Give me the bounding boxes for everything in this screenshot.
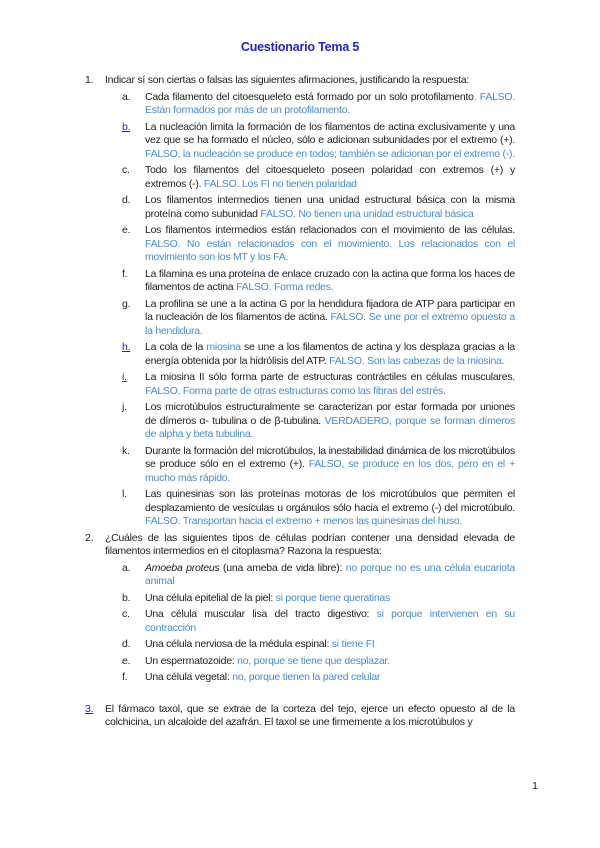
answer-text: si porque intervienen en su contracción: [145, 608, 515, 634]
list-marker: f.: [122, 267, 128, 280]
question-text: La filamina es una proteína de enlace cruzado con la actina que forma los haces de filamentos de actina: [145, 267, 515, 293]
sub-item: [85, 608, 515, 635]
question-item: [85, 74, 515, 88]
question-item: [85, 703, 515, 730]
item-text: [145, 488, 515, 529]
question-text: se une a los filamentos de actina y los desplaza gracias a la energía obtenida por la hidrólisis del ATP.: [145, 341, 515, 367]
answer-text: FALSO. Forma parte de otras estructuras como las fibras del estrés.: [145, 384, 446, 397]
list-marker: 1.: [85, 74, 94, 86]
item-text: [145, 341, 515, 368]
answer-text: FALSO, la nucleación se produce en todos; también se adicionan por el extremo (-).: [145, 147, 515, 160]
answer-text: FALSO, se produce en los dos, pero en el + mucho más rápido.: [145, 458, 515, 484]
answer-text: no porque no es una célula eucariota animal: [145, 561, 515, 587]
question-text: Una célula nerviosa de la médula espinal:: [145, 638, 332, 650]
question-text: La nucleación limita la formación de los filamentos de actina exclusivamente y una vez que se ha formado el núcleo, sólo e adicionan subunidades por el extremo (+).: [145, 120, 515, 146]
question-text: Durante la formación del microtúbulos, la inestabilidad dinámica de los microtúbulos se produce sólo en el extremo (+).: [145, 444, 515, 470]
item-text: [145, 608, 515, 635]
list-marker: g.: [122, 297, 131, 310]
answer-text: FALSO. Son las cabezas de la miosina.: [329, 354, 505, 367]
item-text: [145, 121, 515, 162]
question-text: Un espermatozoide:: [145, 654, 238, 667]
list-marker: 3.: [85, 702, 94, 715]
sub-item: [85, 488, 515, 529]
list-marker: l.: [122, 488, 127, 500]
answer-text: . FALSO. Están formados por más de un protofilamento.: [145, 90, 516, 116]
item-text: [145, 562, 515, 589]
item-text: [145, 298, 515, 339]
answer-text: FALSO. No tienen una unidad estructural básica: [260, 207, 474, 220]
question-text: Las quinesinas son las proteínas motoras de los microtúbulos que permiten el desplazamiento de vesículas u orgánulos sólo hacia el extremo (-) del microtúbulo.: [145, 488, 515, 514]
list-marker: i.: [122, 371, 127, 383]
item-text: [145, 445, 515, 486]
question-text: La miosina II sólo forma parte de estructuras contráctiles en células musculares.: [145, 371, 515, 383]
list-marker: e.: [122, 224, 131, 236]
item-text: [105, 74, 515, 88]
item-text: [105, 703, 515, 730]
list-marker: d.: [122, 194, 131, 206]
item-text: [145, 655, 515, 669]
list-marker: f.: [122, 671, 128, 683]
item-text: [145, 91, 515, 118]
item-text: [145, 671, 515, 685]
question-list: [85, 74, 515, 733]
sub-item: [85, 224, 515, 265]
answer-text: no, porque se tiene que desplazar.: [237, 654, 390, 667]
answer-text: VERDADERO, porque se forman dímeros de alpha y beta tubulina.: [145, 414, 515, 440]
item-text: [145, 401, 515, 442]
highlight-word: miosina: [206, 341, 241, 353]
answer-text: FALSO. Transportan hacia el extremo + menos las quinesinas del huso.: [145, 515, 463, 527]
italic-species-name: Amoeba proteus: [145, 561, 220, 574]
answer-text: FALSO. Los FI no tienen polaridad: [203, 177, 357, 190]
list-marker: h.: [122, 341, 131, 353]
item-text: [145, 194, 515, 221]
list-marker: b.: [122, 120, 131, 133]
question-text: Una célula vegetal:: [145, 671, 233, 683]
sub-item: [85, 121, 515, 162]
sub-item: [85, 268, 515, 295]
sub-item: [85, 194, 515, 221]
sub-item: [85, 655, 515, 669]
page-number: 1: [532, 780, 538, 792]
list-marker: a.: [122, 90, 131, 103]
question-text: Todo los filamentos del citoesqueleto poseen polaridad con extremos (+) y extremos (-).: [145, 164, 515, 190]
question-text: ¿Cuáles de las siguientes tipos de células podrían contener una densidad elevada de filamentos intermedios en el citoplasma? Razona la respuesta:: [105, 531, 515, 557]
sub-item: [85, 671, 515, 685]
sub-item: [85, 401, 515, 442]
question-text: Una célula muscular lisa del tracto digestivo:: [145, 608, 377, 620]
item-text: [145, 371, 515, 398]
sub-item: [85, 371, 515, 398]
sub-item: [85, 341, 515, 368]
question-text: Una célula epitelial de la piel:: [145, 591, 276, 604]
question-text: La cola de la: [145, 341, 207, 353]
answer-text: FALSO. No están relacionados con el movimiento. Los relacionados con el movimiento son los MT y los FA.: [145, 237, 515, 263]
question-text: Indicar sí son ciertas o falsas las siguientes afirmaciones, justificando la respuesta:: [105, 74, 470, 86]
answer-text: no, porque tienen la pared celular: [232, 671, 381, 683]
list-marker: c.: [122, 608, 130, 620]
sub-item: [85, 562, 515, 589]
sub-item: [85, 91, 515, 118]
answer-text: si tiene FI: [331, 638, 375, 650]
item-text: [145, 638, 515, 652]
question-text: La profilina se une a la actina G por la hendidura fijadora de ATP para participar en la nucleación de los filamentos de actina.: [145, 297, 515, 323]
list-marker: a.: [122, 561, 131, 574]
list-marker: e.: [122, 654, 131, 667]
item-text: [145, 268, 515, 295]
item-text: [105, 532, 515, 559]
item-text: [145, 224, 515, 265]
question-text: Cada filamento del citoesqueleto está formado por un solo protofilamento: [145, 90, 474, 103]
sub-item: [85, 298, 515, 339]
item-text: [145, 164, 515, 191]
question-text: El fármaco taxol, que se extrae de la corteza del tejo, ejerce un efecto opuesto al de la colchicina, un alcaloide del azafrán. El taxol se une firmemente a los microtúbulos y: [105, 702, 515, 728]
sub-item: [85, 445, 515, 486]
list-marker: 2.: [85, 531, 94, 544]
list-marker: k.: [122, 444, 130, 457]
question-item: [85, 532, 515, 559]
question-text: (una ameba de vida libre):: [219, 561, 346, 574]
question-text: Los filamentos intermedios están relacionados con el movimiento de las células.: [145, 224, 515, 236]
sub-item: [85, 638, 515, 652]
sub-item: [85, 592, 515, 606]
list-marker: b.: [122, 591, 131, 604]
list-marker: d.: [122, 638, 131, 650]
list-marker: c.: [122, 164, 130, 176]
question-text: Los filamentos intermedios tienen una unidad estructural básica con la misma proteína como subunidad: [145, 194, 515, 220]
item-text: [145, 592, 515, 606]
list-marker: j.: [122, 401, 127, 413]
answer-text: si porque tiene queratinas: [275, 591, 391, 604]
answer-text: FALSO. Se une por el extremo opuesto a la hendidura.: [145, 311, 515, 337]
sub-item: [85, 164, 515, 191]
question-text: Los microtúbulos estructuralmente se caracterizan por estar formada por uniones de dímeros α- tubulina o de β-tubulina.: [145, 401, 515, 427]
page-title: Cuestionario Tema 5: [240, 40, 360, 54]
answer-text: FALSO. Forma redes.: [236, 281, 334, 293]
